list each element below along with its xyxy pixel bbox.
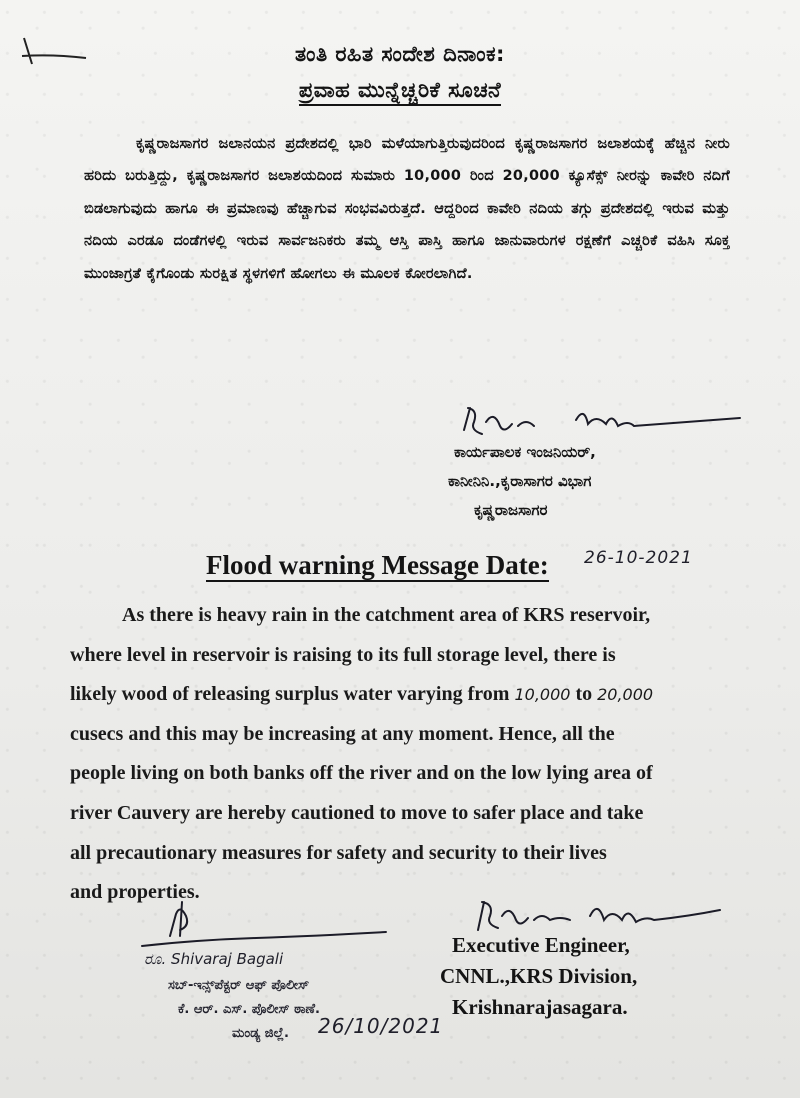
- kannada-place: ಕೃಷ್ಣರಾಜಸಾಗರ: [474, 501, 548, 519]
- english-title: [206, 550, 549, 581]
- english-handwritten-date: 26-10-2021: [584, 548, 693, 568]
- body-line: people living on both banks off the river and on the low lying area of: [70, 762, 653, 785]
- kannada-subtitle: ಪ್ರವಾಹ ಮುನ್ನೆಚ್ಚರಿಕೆ ಸೂಚನೆ: [299, 78, 501, 106]
- kannada-body-paragraph: ಕೃಷ್ಣರಾಜಸಾಗರ ಜಲಾನಯನ ಪ್ರದೇಶದಲ್ಲಿ ಭಾರಿ ಮಳೆಯಾಗುತ್ತಿರುವುದರಿಂದ ಕೃಷ್ಣರಾಜಸಾಗರ ಜಲಾಶಯಕ್ಕೆ ಹೆಚ್ಚಿನ ನೀರು ಹರಿದು ಬರುತ್ತಿದ್ದು, ಕೃಷ್ಣರಾಜಸಾಗರ ಜಲಾಶಯದಿಂದ ಸುಮಾರು 10,000 ರಿಂದ 20,000 ಕ್ಯೂಸೆಕ್ಸ್ ನೀರನ್ನು ಕಾವೇರಿ ನದಿಗೆ ಬಿಡಲಾಗುವುದು ಹಾಗೂ ಈ ಪ್ರಮಾಣವು ಹೆಚ್ಚಾಗುವ ಸಂಭವವಿರುತ್ತದೆ. ಆದ್ದರಿಂದ ಕಾವೇರಿ ನದಿಯ ತಗ್ಗು ಪ್ರದೇಶದಲ್ಲಿ ಇರುವ ಮತ್ತು ನದಿಯ ಎರಡೂ ದಂಡೆಗಳಲ್ಲಿ ಇರುವ ಸಾರ್ವಜನಿಕರು ತಮ್ಮ ಆಸ್ತಿ ಪಾಸ್ತಿ ಹಾಗೂ ಜಾನುವಾರುಗಳ ರಕ್ಷಣೆಗೆ ಎಚ್ಚರಿಕೆ ವಹಿಸಿ ಸೂಕ್ತ ಮುಂಜಾಗ್ರತೆ ಕೈಗೊಂಡು ಸುರಕ್ಷಿತ ಸ್ಥಳಗಳಿಗೆ ಹೋಗಲು ಈ ಮೂಲಕ ಕೋರಲಾಗಿದೆ.: [84, 136, 730, 282]
- body-line: [70, 675, 730, 715]
- police-signature: [136, 896, 396, 956]
- kannada-signatory-block: [448, 438, 768, 525]
- english-signatory-block: [440, 930, 780, 1023]
- flow-to-value: 20,000: [597, 685, 654, 705]
- flow-from-value: 10,000: [514, 685, 571, 705]
- body-line-text: likely wood of releasing surplus water varying from: [70, 683, 515, 706]
- english-division: CNNL.,KRS Division,: [440, 964, 638, 988]
- body-line: and properties.: [70, 881, 200, 904]
- police-stamp-line3: ಮಂಡ್ಯ ಜಿಲ್ಲೆ.: [232, 1026, 289, 1041]
- flow-to-word: to: [570, 683, 598, 706]
- police-handwritten-name: ರೂ. Shivaraj Bagali: [144, 950, 284, 968]
- kannada-title-line1: ತಂತಿ ರಹಿತ ಸಂದೇಶ ದಿನಾಂಕ:: [295, 42, 505, 66]
- police-stamp-line2: ಕೆ. ಆರ್. ಎಸ್. ಪೊಲೀಸ್ ಠಾಣೆ.: [178, 1002, 320, 1017]
- english-body-paragraph: [70, 596, 730, 913]
- body-line: river Cauvery are hereby cautioned to move to safer place and take: [70, 801, 644, 824]
- body-line: all precautionary measures for safety and security to their lives: [70, 841, 607, 864]
- body-line: where level in reservoir is raising to its full storage level, there is: [70, 643, 616, 666]
- english-title-text: Flood warning Message Date:: [206, 550, 549, 580]
- body-line: cusecs and this may be increasing at any moment. Hence, all the: [70, 722, 615, 745]
- kannada-title-line2: [0, 78, 800, 103]
- police-stamp-line1: ಸಬ್-ಇನ್ಸ್‌ಪೆಕ್ಟರ್ ಆಫ್ ಪೊಲೀಸ್: [168, 978, 310, 993]
- english-designation: Executive Engineer,: [452, 933, 630, 957]
- english-place: Krishnarajasagara.: [452, 995, 628, 1019]
- kannada-division: ಕಾನೀನಿನಿ.,ಕೃರಾಸಾಗರ ವಿಭಾಗ: [448, 472, 592, 490]
- police-handwritten-date: 26/10/2021: [318, 1014, 444, 1038]
- kannada-designation: ಕಾರ್ಯಪಾಲಕ ಇಂಜನಿಯರ್,: [454, 443, 596, 461]
- body-line: As there is heavy rain in the catchment area of KRS reservoir,: [122, 604, 651, 626]
